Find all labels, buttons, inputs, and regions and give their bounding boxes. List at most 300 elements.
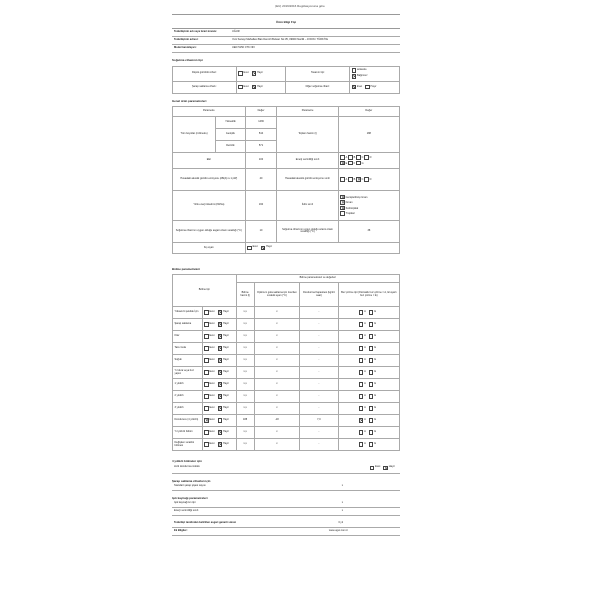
other-option-label: Hayır [370,84,377,88]
presence-label: Hayır [223,394,229,398]
defrost-checkbox[interactable] [359,382,364,387]
compartment-freeze: 7,0 [300,415,339,427]
presence-checkbox[interactable] [218,310,223,315]
cooling-option-checkbox[interactable] [252,85,257,90]
defrost-label: E [374,310,376,314]
climate-class-checkbox[interactable] [340,195,345,200]
energy-class-checkbox[interactable] [345,161,353,166]
wine-section-title: Şarap saklama cihazları için [172,478,211,483]
defrost-label: A [364,370,366,374]
noise-class-checkbox[interactable] [353,177,361,183]
compartment-temp: x [254,403,299,415]
presence-label: Evet [209,346,215,350]
presence-checkbox[interactable] [218,418,223,423]
compartment-presence [202,427,236,439]
presence-checkbox[interactable] [218,430,223,435]
presence-label: Evet [209,382,215,386]
presence-group [204,407,232,410]
compartment-defrost [338,307,399,319]
cooling-row [173,66,400,81]
presence-label: Evet [209,334,215,338]
compartment-name: Taze Gıda [173,343,203,355]
cooling-option-checkbox[interactable] [238,85,243,90]
energy-class-item [353,155,364,160]
presence-group [204,359,232,362]
dimension-row [173,116,400,128]
presence-group [204,347,232,350]
compartment-name: 1 yıldızlı [173,379,203,391]
presence-group [204,335,232,338]
defrost-checkbox[interactable] [359,310,364,315]
presence-checkbox[interactable] [204,358,209,363]
presence-label: Hayır [223,442,229,446]
annual-row [173,190,400,220]
compartment-defrost [338,403,399,415]
defrost-checkbox[interactable] [359,394,364,399]
general-section-title: Genel ürün parametreleri [172,98,207,103]
presence-label: Evet [209,322,215,326]
light-row [172,508,400,516]
fast-freeze-checkbox[interactable] [370,466,375,471]
compartment-volume: x,x [236,319,254,331]
presence-group [204,431,232,434]
compartment-table [172,274,400,451]
climate-class-list [340,195,397,217]
climate-class-label: Tropikal [345,212,355,216]
energy-class-checkbox[interactable] [345,155,353,160]
climate-class-item [340,206,397,211]
compartment-name: Yıl yıldızlı bölüm [173,427,203,439]
cooling-row [173,81,400,93]
other-option-checkbox[interactable] [352,85,357,90]
defrost-group [359,359,379,362]
compartment-defrost [338,427,399,439]
total-volume-value: 188 [338,116,399,152]
compartment-volume: x,x [236,343,254,355]
cooling-option-group [238,72,266,75]
wine-value: x [341,483,343,487]
supplier-key: Tedarikçinin adı veya ticari ünvanı: [174,30,217,34]
defrost-checkbox[interactable] [359,370,364,375]
supplier-value: UĞUR [232,30,240,34]
energy-class-item [345,161,356,166]
defrost-checkbox[interactable] [359,430,364,435]
compartment-temp: x [254,331,299,343]
compartment-freeze: - [300,355,339,367]
extra-info-row [172,528,400,536]
cooling-option-label: Evet [243,71,249,75]
presence-label: Hayır [223,430,229,434]
compartment-freeze: - [300,331,339,343]
defrost-checkbox[interactable] [369,346,374,351]
comp-col-header: Bölme hacmi (l) [236,283,254,307]
defrost-label: E [374,334,376,338]
defrost-checkbox[interactable] [369,382,374,387]
dimension-value: 571 [245,140,277,152]
compartment-row [173,331,400,343]
defrost-checkbox[interactable] [369,358,374,363]
cooling-options-2 [350,81,400,93]
presence-label: Evet [209,442,215,446]
supplier-row [172,29,400,37]
cooling-option-checkbox[interactable] [252,71,257,76]
light-label: Enerji verimliliği sınıfı [174,509,199,513]
cooling-options [236,81,286,93]
check-mark-icon: ✕ [218,442,223,448]
defrost-checkbox[interactable] [359,406,364,411]
compartment-defrost [338,391,399,403]
comp-type-header: Bölme tipi [173,275,237,307]
supplier-key: Model tanımlayıcı: [174,46,197,50]
presence-checkbox[interactable] [204,334,209,339]
compartment-freeze: - [300,439,339,451]
compartment-row [173,403,400,415]
compartment-temp: x [254,391,299,403]
noise-class-item [340,177,348,182]
design-type-checkbox[interactable] [352,74,357,79]
general-header-row [173,106,400,116]
other-option-label: Evet [357,84,363,88]
presence-label: Hayır [223,358,229,362]
energy-class-grid [340,155,372,166]
presence-group [204,311,232,314]
eei-row-label-2: Enerji verimliliği sınıfı [277,152,338,168]
defrost-group [359,443,379,446]
presence-label: Evet [209,310,215,314]
defrost-checkbox[interactable] [369,406,374,411]
presence-label: Evet [209,370,215,374]
noise-class-checkbox[interactable] [345,177,353,182]
climate-class-checkbox[interactable] [340,211,345,216]
compartment-presence [202,415,236,427]
defrost-checkbox[interactable] [359,346,364,351]
presence-group [204,419,232,422]
energy-class-letter: G [361,161,364,165]
energy-class-checkbox[interactable] [340,155,345,160]
cooling-option-checkbox[interactable] [238,71,243,76]
presence-checkbox[interactable] [218,394,223,399]
climate-class-checkbox[interactable] [340,200,345,205]
defrost-group [359,395,379,398]
winter-option-checkbox[interactable] [247,246,252,251]
presence-label: Evet [209,358,215,362]
cooling-label-2: Tasarım tipi: [286,66,350,81]
cooling-label-2: Diğer soğutma cihazı: [286,81,350,93]
presence-checkbox[interactable] [204,430,209,435]
wine-row [172,483,400,491]
compartment-volume: x,x [236,439,254,451]
header-parameter: Parametre [173,106,246,116]
other-option-checkbox[interactable] [365,85,370,90]
defrost-checkbox[interactable] [369,370,374,375]
compartment-freeze: - [300,379,339,391]
compartment-temp: x [254,439,299,451]
compartment-temp: x [254,355,299,367]
winter-option-label: Evet [252,245,258,249]
compartment-defrost [338,331,399,343]
supplier-block [172,29,400,53]
check-mark-icon: ✕ [218,370,223,376]
presence-checkbox[interactable] [218,346,223,351]
annual-row-label-2: İklim sınıfı [277,190,338,220]
winter-row [173,242,400,253]
compartment-presence [202,343,236,355]
defrost-label: E [374,358,376,362]
compartment-name: Yüksek bi şekilde İçin [173,307,203,319]
defrost-label: E [374,406,376,410]
cooling-label: Şarap saklama cihazı: [173,81,237,93]
presence-checkbox[interactable] [218,382,223,387]
cooling-options [236,66,286,81]
presence-label: Evet [209,418,215,422]
light-value: x [341,501,343,505]
energy-class-item [361,155,372,160]
presence-label: Hayır [223,418,229,422]
supplier-value: Yeni Sanayi Mahallesi Batı Demirli Bulvarı No:35, 09900 Nazilli – AYDIN / TÜRKİYE [232,38,328,42]
fast-freeze-label: Hayır [388,465,395,469]
design-type-label: ankastre [357,68,367,72]
energy-class-checkbox[interactable] [340,161,345,166]
defrost-label: A [364,406,366,410]
presence-checkbox[interactable] [218,322,223,327]
noise-class-item [361,177,372,182]
energy-class-item [340,161,348,166]
cooling-options-2 [350,66,400,81]
energy-class-letter: F [353,161,356,165]
presence-label: Hayır [223,382,229,386]
defrost-checkbox[interactable] [369,394,374,399]
temp-row-label-2: Soğutma cihazının uygun olduğu azami ortam sıcaklığı (°C) [277,220,338,242]
check-mark-icon: ✕ [205,418,209,424]
compartment-temp: -18 [254,415,299,427]
compartment-freeze: - [300,391,339,403]
total-volume-label: Toplam hacim (l) [277,116,338,152]
winter-option-group [247,246,275,249]
check-mark-icon: ✕ [341,200,345,206]
compartment-presence [202,403,236,415]
design-type-checkbox[interactable] [352,68,357,73]
compartment-row [173,391,400,403]
presence-checkbox[interactable] [218,406,223,411]
noise-class-checkbox[interactable] [361,177,369,182]
noise-class-grid [340,177,372,182]
comp-col-header: Dondurma Kapasitesi (kg/24 saat) [300,283,339,307]
defrost-label: A [364,334,366,338]
dimension-name: Derinlik [216,140,246,152]
defrost-checkbox[interactable] [369,442,374,447]
noise-row-value: 40 [245,168,277,190]
check-mark-icon: ✕ [218,430,223,436]
presence-label: Hayır [223,370,229,374]
noise-class-item [345,177,356,182]
warranty-value: 3 yıl [338,521,343,525]
defrost-group [359,383,379,386]
energy-class-checkbox[interactable] [361,155,369,160]
compartment-freeze: - [300,427,339,439]
presence-label: Hayır [223,346,229,350]
compartment-defrost [338,343,399,355]
compartment-name: Yıl dura veya buz yapıcı [173,367,203,379]
defrost-label: E [374,346,376,350]
dimension-value: 1436 [245,116,277,128]
check-mark-icon: ✕ [218,322,223,328]
presence-checkbox[interactable] [204,310,209,315]
defrost-label: E [374,322,376,326]
comp-col-header: Optimum gıda saklama için önerilen sıcaklık ayarı (°C) [254,283,299,307]
defrost-group [359,335,379,338]
winter-option-label: Hayır [266,245,273,249]
compartment-temp: x [254,379,299,391]
climate-class-label: Genişletilmiş ılıman [345,195,368,199]
defrost-checkbox[interactable] [359,442,364,447]
noise-class-checkbox[interactable] [340,177,345,182]
compartment-defrost [338,415,399,427]
defrost-checkbox[interactable] [359,322,364,327]
light-section-title: Işık kaynağı parametreleri [172,495,208,500]
compartment-name: 3 yıldızlı [173,403,203,415]
eei-row-value-2 [338,152,399,168]
winter-option-checkbox[interactable] [261,246,266,251]
compartment-temp: x [254,319,299,331]
regulation-header: (EU) 2019/2016 Regülasyonuna göre [275,4,325,8]
compartment-volume: x,x [236,379,254,391]
cooling-option-label: Hayır [257,71,264,75]
light-rows [172,500,400,516]
noise-row-label: Havadaki akustik gürültü emisyonu (dB(A) re 1 pW) [173,168,246,190]
presence-checkbox[interactable] [204,394,209,399]
energy-class-item [353,161,364,166]
energy-class-letter: A [345,156,348,160]
defrost-checkbox[interactable] [359,418,364,423]
check-mark-icon: ✕ [218,406,223,412]
energy-class-letter: B [353,156,356,160]
defrost-checkbox[interactable] [369,310,374,315]
defrost-label: A [364,430,366,434]
compartment-row [173,439,400,451]
presence-group [204,383,232,386]
presence-checkbox[interactable] [218,442,223,447]
presence-checkbox[interactable] [218,334,223,339]
cooling-option-group [238,86,266,89]
compartment-defrost [338,379,399,391]
defrost-group [359,323,379,326]
compartment-row [173,427,400,439]
presence-group [204,323,232,326]
annual-row-label: Yıllık enerji tüketimi (kWh/a) [173,190,246,220]
check-mark-icon: ✕ [359,418,364,424]
wine-label: Standart şarap şişesi sayısı [174,483,206,487]
presence-checkbox[interactable] [204,382,209,387]
defrost-label: A [364,322,366,326]
defrost-checkbox[interactable] [369,322,374,327]
defrost-label: E [374,394,376,398]
design-type-label: Bağımsız [357,73,368,77]
header-parameter-2: Parametre [277,106,338,116]
climate-class-checkbox[interactable] [340,206,345,211]
annual-row-value: 190 [245,190,277,220]
defrost-group [359,371,379,374]
check-mark-icon: ✕ [341,194,345,200]
fast-freeze-options [370,466,398,471]
compartment-row [173,307,400,319]
check-mark-icon: ✕ [341,205,345,211]
defrost-checkbox[interactable] [359,334,364,339]
compartment-freeze: - [300,403,339,415]
presence-group [204,371,232,374]
energy-class-letter: E [345,161,348,165]
energy-class-checkbox[interactable] [353,155,361,160]
defrost-label: E [374,382,376,386]
general-table [172,106,400,254]
noise-class-letter: D [369,177,372,181]
sheet [172,14,400,536]
compartment-defrost [338,367,399,379]
winter-options [245,242,399,253]
check-mark-icon: ✕ [218,310,223,316]
extra-info-label: Ek Bilgiler: [174,529,188,533]
presence-checkbox[interactable] [204,406,209,411]
compartment-volume: x,x [236,367,254,379]
defrost-checkbox[interactable] [369,430,374,435]
presence-label: Evet [209,406,215,410]
compartment-presence [202,355,236,367]
defrost-checkbox[interactable] [359,358,364,363]
presence-checkbox[interactable] [204,442,209,447]
fast-freeze-row [172,464,400,474]
supplier-value: UED 5150 CTK NFI [232,46,255,50]
eei-row-label: EEI [173,152,246,168]
noise-class-letter: C [361,177,364,181]
presence-checkbox[interactable] [218,370,223,375]
header-value-2: Değer [338,106,399,116]
eei-row [173,152,400,168]
check-mark-icon: ✕ [252,84,257,90]
defrost-label: A [364,394,366,398]
defrost-group [359,347,379,350]
check-mark-icon: ✕ [218,346,223,352]
compartment-row [173,367,400,379]
defrost-checkbox[interactable] [369,418,374,423]
comp-col-header: Buz çözme tipi (Otomatik buz çözme = A, El ayarlı buz çözme = E) [338,283,399,307]
defrost-checkbox[interactable] [369,334,374,339]
defrost-label: E [374,442,376,446]
presence-checkbox[interactable] [204,346,209,351]
noise-row-value-2 [338,168,399,190]
presence-group [204,395,232,398]
fast-freeze-checkbox[interactable] [383,466,388,471]
compartment-freeze: - [300,343,339,355]
compartment-volume: x,x [236,307,254,319]
presence-checkbox[interactable] [204,370,209,375]
cooling-table [172,66,400,94]
energy-class-item [340,155,348,160]
energy-class-letter: C [361,156,364,160]
check-mark-icon: ✕ [252,71,257,77]
presence-checkbox[interactable] [204,418,209,423]
presence-checkbox[interactable] [218,358,223,363]
energy-class-checkbox[interactable] [353,161,361,166]
cooling-label: Düşük gürültülü cihaz: [173,66,237,81]
check-mark-icon: ✕ [357,177,361,183]
compartment-defrost [338,439,399,451]
compartment-presence [202,307,236,319]
dimensions-label: Tüm boyutlar (milimetre) [173,116,216,152]
presence-checkbox[interactable] [204,322,209,327]
compartment-presence [202,331,236,343]
comp-params-header: Bölme parametreleri ve değerleri [236,275,399,283]
compartment-row [173,319,400,331]
defrost-group [359,407,379,410]
